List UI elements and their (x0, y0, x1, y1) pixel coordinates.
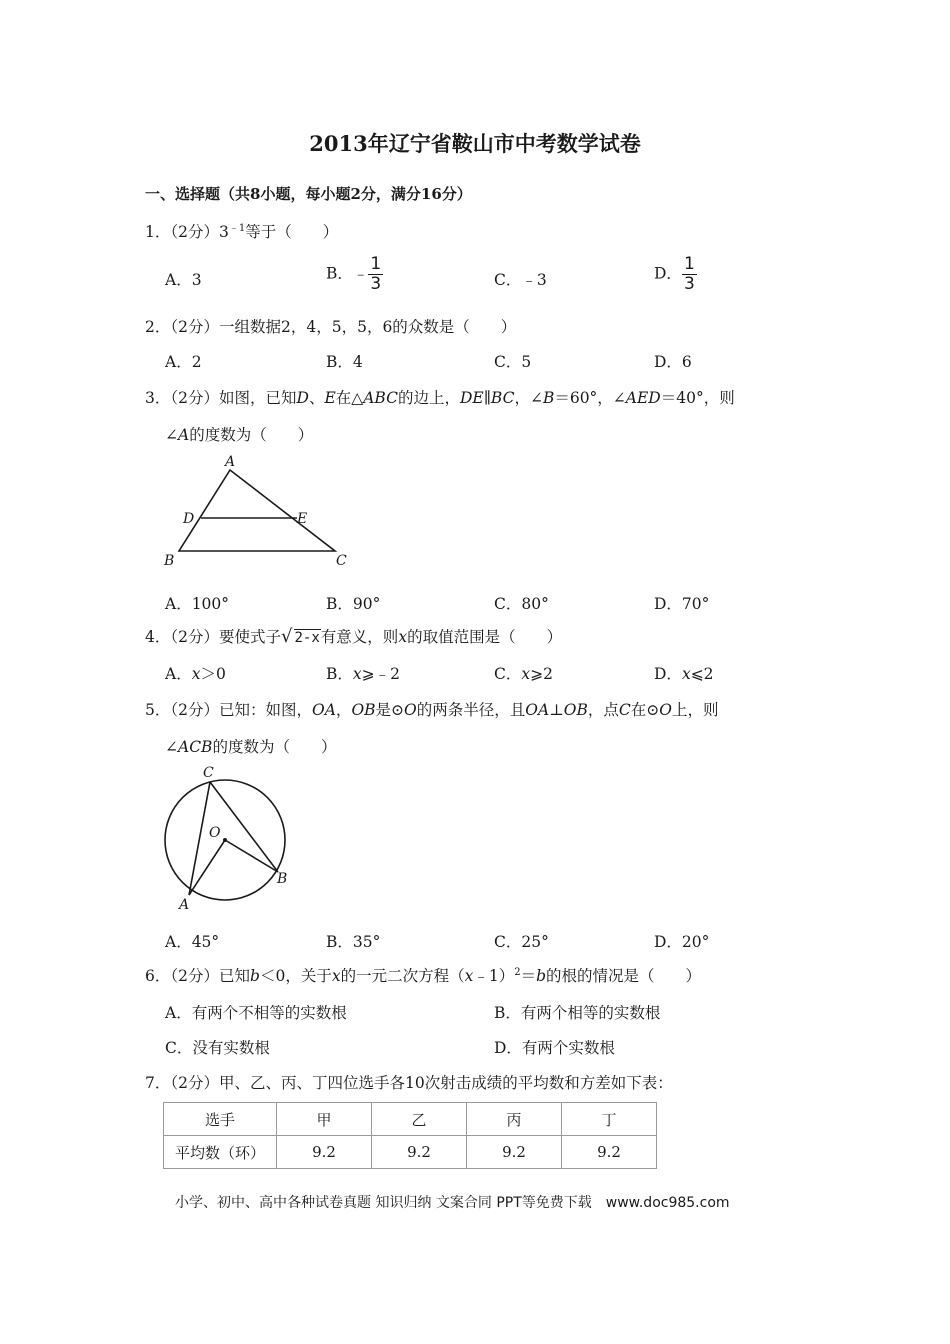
question-6 (145, 964, 701, 986)
q1-option-b-sign: ﹣ (352, 264, 369, 283)
q6-text: ＜0，关于 (259, 967, 332, 985)
option-rest: ⩾2 (530, 665, 553, 683)
fraction-denominator: 3 (370, 274, 382, 294)
q5-text: 的度数为（ ） (212, 738, 337, 756)
q4-option-a (165, 662, 226, 684)
label-o: O (209, 825, 221, 841)
q2-option-d: D．6 (654, 353, 692, 371)
q6-number: 6． (145, 967, 171, 985)
q6-var: x (331, 967, 341, 985)
q5-option-b: B．35° (326, 933, 381, 951)
triangle-abc (179, 470, 335, 551)
q5-score: （2分） (170, 701, 219, 719)
page-title: 2013年辽宁省鞍山市中考数学试卷 (309, 131, 641, 156)
q5-var: O (404, 701, 417, 719)
results-table (163, 1102, 657, 1169)
q3-var: ABC (363, 389, 398, 407)
table-cell: 9.2 (372, 1136, 467, 1169)
q5-text: ，点 (587, 701, 619, 719)
question-3 (145, 386, 735, 408)
q3-var: A (178, 426, 190, 444)
q3-text: 的边上， (397, 389, 460, 407)
q2-option-c: C．5 (494, 353, 532, 371)
q3-number: 3． (145, 389, 171, 407)
q7-number: 7． (145, 1074, 171, 1092)
option-letter: A． (165, 665, 192, 683)
q2-score: （2分） (170, 318, 219, 336)
q5-text: ∠ (165, 738, 178, 756)
question-7 (145, 1071, 673, 1093)
q1-exponent: ﹣1 (228, 223, 246, 234)
q5-text: 在⊙ (630, 701, 660, 719)
table-cell: 平均数（环） (164, 1136, 277, 1169)
q4-option-b (326, 662, 400, 684)
question-3-line-2 (165, 423, 313, 445)
option-rest: ⩽2 (690, 665, 714, 683)
q3-var: AED (625, 389, 661, 407)
q3-text: ＝60°，∠ (554, 389, 626, 407)
q2-option-a: A．2 (165, 353, 202, 371)
q4-option-d (654, 662, 714, 684)
table-cell: 乙 (372, 1103, 467, 1136)
q5-text: 上，则 (671, 701, 719, 719)
q3-var: DE (459, 389, 484, 407)
table-header-row (164, 1103, 657, 1136)
q1-option-c: C．﹣3 (494, 271, 547, 289)
circle-figure (155, 760, 305, 910)
q4-text: 的取值范围是（ ） (407, 628, 563, 646)
q3-text: ＝40°，则 (660, 389, 735, 407)
question-5 (145, 698, 719, 720)
question-5-line-2 (165, 735, 336, 757)
q5-number: 5． (145, 701, 171, 719)
q4-text: 有意义，则 (320, 628, 399, 646)
q1-base: 3 (219, 223, 229, 242)
q4-text: 要使式子 (219, 628, 282, 646)
q6-score: （2分） (170, 967, 219, 985)
q2-text: 一组数据2，4，5，5，6的众数是（ ） (219, 318, 517, 336)
q1-option-d (654, 255, 697, 294)
q4-option-c (494, 662, 553, 684)
q5-var: OA (525, 701, 550, 719)
q1-number: 1． (145, 223, 171, 242)
fraction-numerator: 1 (370, 254, 382, 274)
table-cell: 9.2 (277, 1136, 372, 1169)
option-var: x (352, 665, 362, 683)
q2-number: 2． (145, 318, 171, 336)
q3-option-d: D．70° (654, 595, 710, 613)
option-letter: D． (654, 665, 682, 683)
option-rest: ⩾﹣2 (361, 665, 400, 683)
label-b: B (164, 553, 175, 569)
q5-text: 的两条半径，且 (416, 701, 526, 719)
q5-var: O (659, 701, 672, 719)
q7-score: （2分） (170, 1074, 219, 1092)
q4-var: x (398, 628, 408, 646)
q6-text: 的根的情况是（ ） (546, 967, 702, 985)
question-2 (145, 315, 516, 337)
table-cell: 丙 (467, 1103, 562, 1136)
q3-text: ，∠ (514, 389, 543, 407)
q5-option-d: D．20° (654, 933, 710, 951)
q5-var: ACB (178, 738, 213, 756)
q1-score: （2分） (170, 223, 219, 242)
q3-var: B (542, 389, 555, 407)
q4-number: 4． (145, 628, 171, 646)
question-1 (145, 219, 338, 242)
radical-sign: √ (281, 626, 293, 647)
center-point (223, 838, 227, 842)
label-a: A (225, 454, 236, 470)
q3-option-c: C．80° (494, 595, 549, 613)
q6-var: b (250, 967, 260, 985)
q3-text: 如图，已知 (219, 389, 297, 407)
q3-score: （2分） (170, 389, 219, 407)
q3-text: ∠ (165, 426, 178, 444)
radicand: 2-x (294, 630, 320, 646)
q3-option-b: B．90° (326, 595, 381, 613)
q6-option-b: B．有两个相等的实数根 (494, 1004, 661, 1022)
fraction-denominator: 3 (683, 274, 695, 294)
q6-var: b (536, 967, 547, 985)
q6-text: 已知 (219, 967, 251, 985)
q6-exponent: 2 (514, 966, 521, 978)
option-rest: ＞0 (200, 665, 226, 683)
label-e: E (297, 511, 308, 527)
label-c: C (203, 765, 214, 781)
footer-note: 小学、初中、高中各种试卷真题 知识归纳 文案合同 PPT等免费下载 www.doc985.com (175, 1195, 730, 1211)
q1-option-b-letter: B． (326, 264, 353, 283)
q6-text: 的一元二次方程（ (340, 967, 465, 985)
option-letter: C． (494, 665, 522, 683)
q6-text: ﹣1） (473, 967, 515, 985)
table-cell: 9.2 (562, 1136, 657, 1169)
q6-option-d: D．有两个实数根 (494, 1039, 615, 1057)
q3-text: ∥ (483, 389, 491, 407)
label-b: B (277, 871, 288, 887)
option-letter: B． (326, 665, 353, 683)
q6-option-c: C．没有实数根 (165, 1039, 270, 1057)
q5-text: 是⊙ (375, 701, 405, 719)
table-cell: 9.2 (467, 1136, 562, 1169)
question-4 (145, 625, 562, 647)
q5-text: ⊥ (549, 701, 564, 719)
q3-var: BC (490, 389, 515, 407)
fraction-numerator: 1 (683, 254, 695, 274)
q1-option-a: A．3 (165, 271, 202, 289)
q7-text: 甲、乙、丙、丁四位选手各10次射击成绩的平均数和方差如下表： (219, 1074, 673, 1092)
q3-text: 、 (308, 389, 325, 407)
q4-score: （2分） (170, 628, 219, 646)
table-row (164, 1136, 657, 1169)
q5-var: C (618, 701, 631, 719)
q1-option-d-letter: D． (654, 264, 682, 283)
radius-ob (225, 840, 278, 872)
q5-option-a: A．45° (165, 933, 220, 951)
q5-var: OB (563, 701, 588, 719)
q3-text: 在△ (335, 389, 364, 407)
q5-option-c: C．25° (494, 933, 549, 951)
label-c: C (336, 553, 347, 569)
triangle-figure (155, 448, 365, 573)
option-var: x (521, 665, 531, 683)
q5-var: OB (351, 701, 376, 719)
option-var: x (681, 665, 691, 683)
q3-var: E (324, 389, 336, 407)
table-cell: 选手 (164, 1103, 277, 1136)
q5-text: 已知：如图， (219, 701, 313, 719)
q3-text: 的度数为（ ） (189, 426, 314, 444)
q3-var: D (296, 389, 309, 407)
q1-option-b-fraction (368, 255, 383, 294)
section-heading: 一、选择题（共8小题，每小题2分，满分16分） (145, 185, 472, 203)
q1-option-d-fraction (682, 255, 697, 294)
q1-option-b (326, 255, 383, 294)
q2-option-b: B．4 (326, 353, 363, 371)
q6-var: x (464, 967, 474, 985)
label-a: A (179, 897, 190, 910)
q6-option-a: A．有两个不相等的实数根 (165, 1004, 347, 1022)
label-d: D (183, 511, 195, 527)
table-cell: 甲 (277, 1103, 372, 1136)
q3-option-a: A．100° (165, 595, 230, 613)
q1-tail: 等于（ ） (245, 223, 339, 242)
q5-text: ， (335, 701, 352, 719)
q6-text: ＝ (520, 967, 537, 985)
table-cell: 丁 (562, 1103, 657, 1136)
q5-var: OA (312, 701, 336, 719)
option-var: x (191, 665, 201, 683)
